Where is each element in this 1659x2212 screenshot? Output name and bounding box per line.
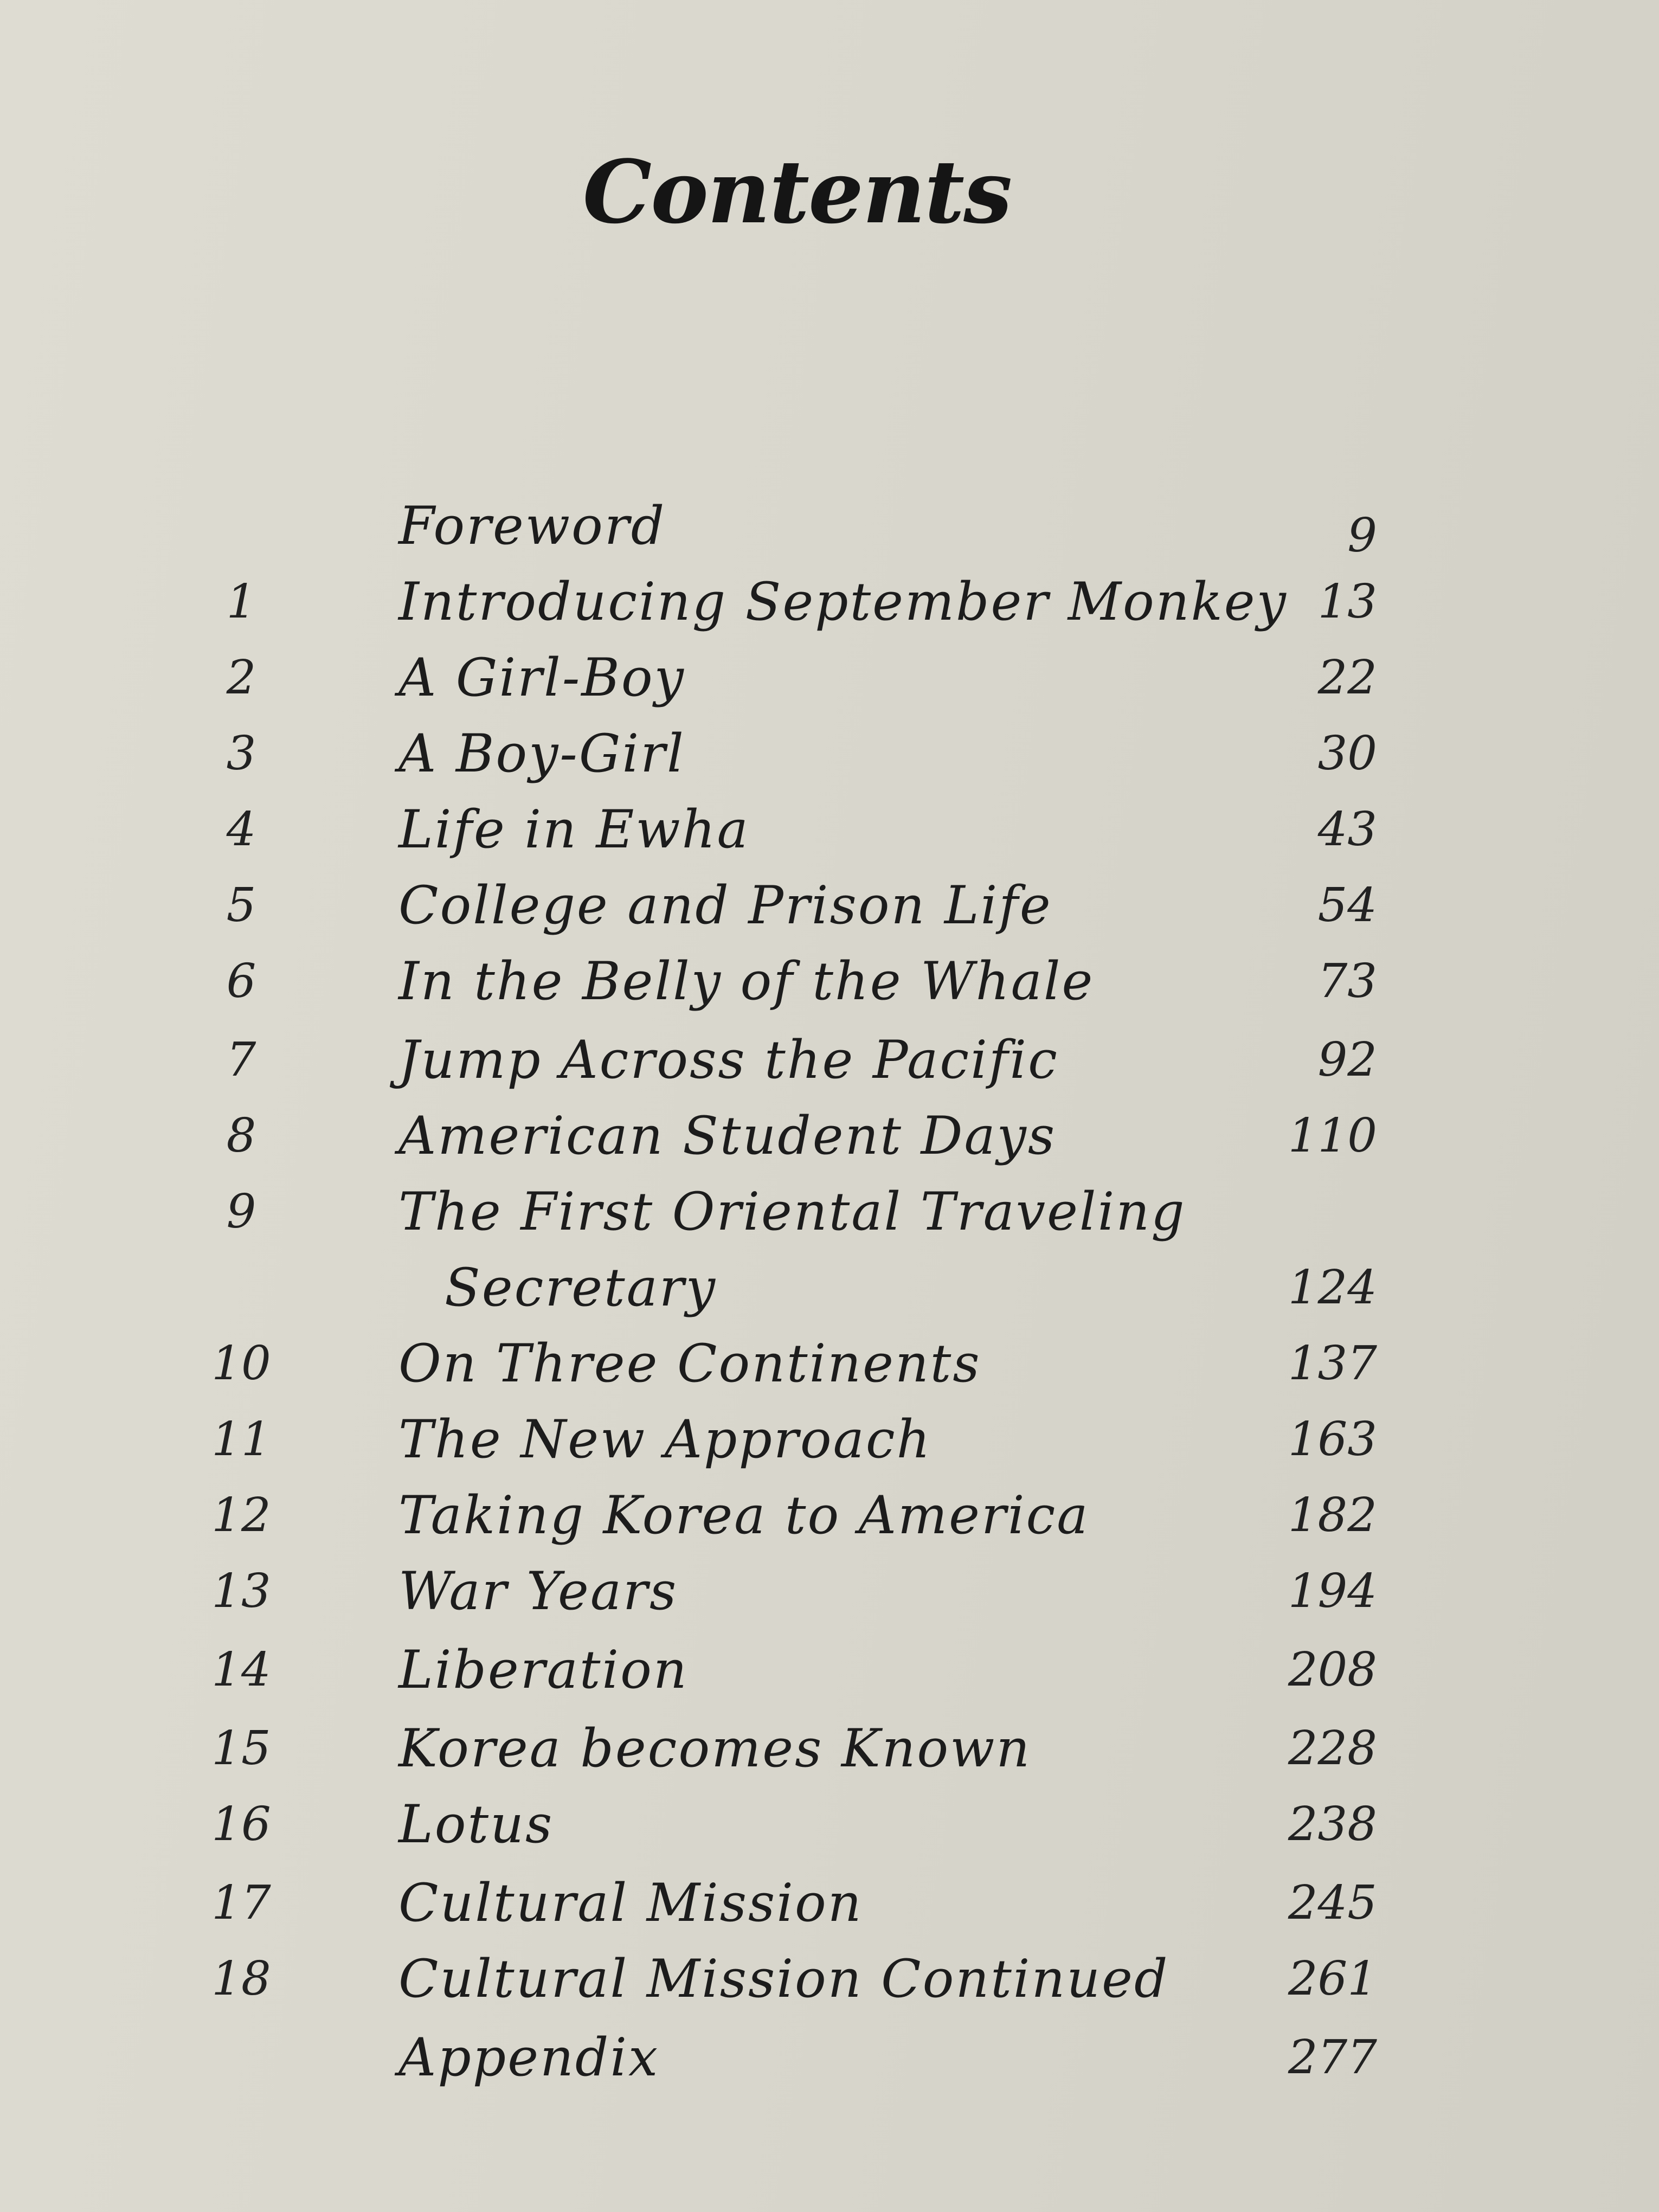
page-number: 92 [1317,1033,1377,1087]
toc-entry [0,1632,1659,1708]
page-number: 54 [1317,878,1377,933]
chapter-number: 2 [226,651,256,705]
page-number: 43 [1317,802,1377,857]
chapter-title: College and Prison Life [398,875,1052,936]
chapter-title: Cultural Mission Continued [398,1949,1169,2009]
chapter-number: 15 [211,1721,271,1776]
chapter-title: Taking Korea to America [398,1485,1090,1546]
toc-entry [0,564,1659,640]
chapter-number: 8 [226,1109,256,1163]
chapter-number: 9 [226,1185,256,1239]
toc-entry [0,1941,1659,2017]
toc-entry [0,943,1659,1019]
toc-entry [0,1098,1659,1174]
chapter-title: A Boy-Girl [398,723,685,784]
chapter-title: American Student Days [398,1105,1057,1166]
page-number: 110 [1288,1109,1377,1163]
toc-entry [0,1711,1659,1786]
toc-entry [0,1786,1659,1862]
toc-entry-appendix [0,2020,1659,2095]
chapter-number: 10 [211,1336,271,1391]
toc-entry-continuation [0,1250,1659,1326]
page-number: 245 [1288,1876,1377,1930]
page-number: 277 [1288,2030,1377,2085]
chapter-title: Lotus [398,1794,554,1855]
page-number: 124 [1288,1261,1377,1315]
toc-entry-foreword [0,488,1659,564]
chapter-number: 13 [211,1564,271,1618]
toc-entry [0,1401,1659,1477]
page-number: 238 [1288,1797,1377,1851]
toc-entry [0,1865,1659,1941]
toc-entry [0,867,1659,943]
chapter-number: 12 [211,1488,271,1542]
chapter-number: 18 [211,1952,271,2006]
chapter-title: Appendix [398,2027,660,2088]
chapter-title: On Three Continents [398,1333,981,1394]
toc-entry [0,792,1659,867]
chapter-number: 1 [226,575,256,629]
page-number: 9 [1347,509,1377,563]
toc-entry [0,716,1659,792]
toc-entry [0,640,1659,716]
chapter-number: 3 [226,726,256,781]
page-number: 182 [1288,1488,1377,1542]
chapter-title-continued: Secretary [445,1257,717,1318]
chapter-title: The New Approach [398,1409,932,1470]
page-number: 228 [1288,1721,1377,1776]
chapter-title: The First Oriental Traveling [398,1181,1186,1242]
chapter-title: A Girl-Boy [398,647,685,708]
chapter-number: 6 [226,954,256,1008]
page-number: 208 [1288,1643,1377,1697]
chapter-title: Life in Ewha [398,799,750,860]
toc-entry [0,1326,1659,1401]
chapter-number: 7 [226,1033,256,1087]
page-number: 73 [1317,954,1377,1008]
toc-entry [0,1477,1659,1553]
toc-entry [0,1174,1659,1250]
page-number: 194 [1288,1564,1377,1618]
chapter-title: Jump Across the Pacific [398,1030,1059,1090]
chapter-title: Liberation [398,1639,689,1700]
chapter-title: War Years [398,1561,678,1622]
chapter-number: 17 [211,1876,271,1930]
page-number: 137 [1288,1336,1377,1391]
page-number: 30 [1317,726,1377,781]
page-number: 22 [1317,651,1377,705]
chapter-title: In the Belly of the Whale [398,951,1095,1012]
page-number: 261 [1288,1952,1377,2006]
chapter-number: 11 [211,1412,271,1467]
toc-entry [0,1553,1659,1629]
chapter-number: 4 [226,802,256,857]
chapter-title: Cultural Mission [398,1873,863,1933]
chapter-title: Foreword [398,496,666,556]
chapter-number: 16 [211,1797,271,1851]
chapter-title: Introducing September Monkey [398,571,1288,632]
page-number: 13 [1317,575,1377,629]
toc-entry [0,1022,1659,1098]
chapter-number: 14 [211,1643,271,1697]
page-number: 163 [1288,1412,1377,1467]
page-title: Contents [582,141,1012,243]
chapter-title: Korea becomes Known [398,1718,1032,1779]
chapter-number: 5 [226,878,256,933]
